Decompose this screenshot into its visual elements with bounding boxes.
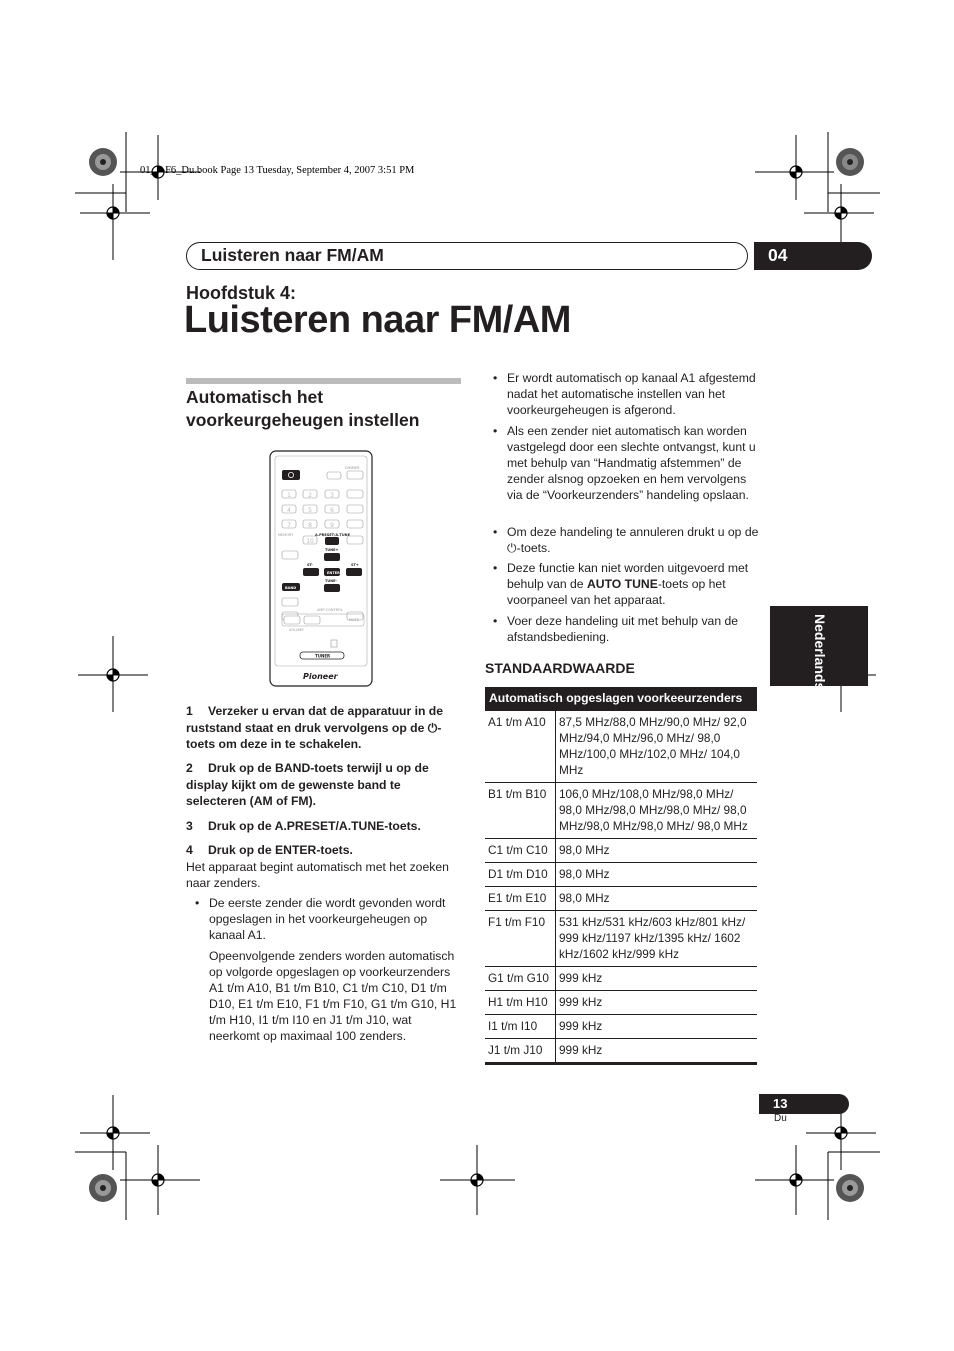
page-language-code: Du <box>774 1113 787 1124</box>
preset-range: E1 t/m E10 <box>485 887 556 911</box>
remote-label-tune-down: TUNE- <box>325 579 338 583</box>
preset-values: 98,0 MHz <box>556 887 758 911</box>
left-bullet: • De eerste zender die wordt gevonden wordt opgeslagen in het voorkeurgeheugen op kanaal A1. <box>195 896 446 942</box>
preset-range: I1 t/m I10 <box>485 1015 556 1039</box>
standard-heading: STANDAARDWAARDE <box>485 660 635 676</box>
remote-brand-logo: Pioneer <box>303 672 338 681</box>
remote-label-apreset: A.PRESET/A.TUNE <box>315 533 350 537</box>
preset-values: 999 kHz <box>556 967 758 991</box>
svg-text:8: 8 <box>308 522 312 529</box>
preset-values: 531 kHz/531 kHz/603 kHz/801 kHz/ 999 kHz/1197 kHz/1395 kHz/ 1602 kHz/1602 kHz/999 kHz <box>556 911 758 967</box>
svg-text:9: 9 <box>330 522 334 529</box>
step-text: Druk op de ENTER-toets. <box>208 843 353 857</box>
svg-text:4: 4 <box>287 507 291 514</box>
remote-label-tune-up: TUNE+ <box>325 548 339 552</box>
svg-text:3: 3 <box>330 492 334 499</box>
chapter-kicker: Hoofdstuk 4: <box>186 283 296 303</box>
bullet-text-post: -toets op het voorpaneel van het apparaat. <box>507 577 726 607</box>
right-bullet-4: • Deze functie kan niet worden uitgevoerd met behulp van de AUTO TUNE-toets op het voorpaneel van het apparaat. <box>493 561 749 607</box>
table-row <box>485 839 757 863</box>
step-number: 2 <box>186 761 193 775</box>
bullet-text: Er wordt automatisch op kanaal A1 afgestemd nadat het automatische instellen van het voorkeurgeheugen is afgerond. <box>507 371 756 417</box>
right-bullet-2: • Als een zender niet automatisch kan worden vastgelegd door een slechte ontvangst, kunt u met behulp van “Handmatig afstemmen” de zender alsnog opzoeken en hem vervolgens via de “Voorkeurzenders” handeling opslaan. <box>493 424 756 502</box>
remote-label-st-minus: ST- <box>307 563 313 567</box>
remote-control-illustration <box>265 450 377 690</box>
preset-range: B1 t/m B10 <box>485 783 556 839</box>
svg-text:10: 10 <box>306 538 314 545</box>
right-bullet-3: • Om deze handeling te annuleren drukt u op de ⏻-toets. <box>493 525 759 555</box>
table-row <box>485 863 757 887</box>
remote-label-st-plus: ST+ <box>351 563 359 567</box>
chapter-title-bar <box>186 242 748 270</box>
table-row <box>485 711 757 783</box>
svg-text:1: 1 <box>287 492 291 499</box>
default-presets-table <box>485 687 757 1065</box>
right-bullet-5: • Voer deze handeling uit met behulp van de afstandsbediening. <box>493 614 739 644</box>
preset-range: F1 t/m F10 <box>485 911 556 967</box>
preset-range: J1 t/m J10 <box>485 1039 556 1064</box>
chapter-number-badge <box>754 242 872 270</box>
preset-range: G1 t/m G10 <box>485 967 556 991</box>
table-row <box>485 783 757 839</box>
page-title: Luisteren naar FM/AM <box>184 299 571 341</box>
svg-text:6: 6 <box>330 507 334 514</box>
step-number: 3 <box>186 819 193 833</box>
remote-label-memory: MEMORY <box>278 533 294 537</box>
auto-tune-label: AUTO TUNE <box>586 577 658 591</box>
step-text: Druk op de A.PRESET/A.TUNE-toets. <box>208 819 421 833</box>
table-header: Automatisch opgeslagen voorkeeurzenders <box>485 687 757 711</box>
bullet-text: Om deze handeling te annuleren drukt u op de ⏻-toets. <box>507 525 759 555</box>
page-number: 13 <box>773 1096 788 1111</box>
page-number-badge <box>759 1094 849 1114</box>
table-row <box>485 911 757 967</box>
chapter-title: Luisteren naar FM/AM <box>201 245 384 265</box>
step-text: Verzeker u ervan dat de apparatuur in de ruststand staat en druk vervolgens op de ⏻-toets om deze in te schakelen. <box>186 704 444 751</box>
section-rule <box>186 378 461 384</box>
preset-values: 106,0 MHz/108,0 MHz/98,0 MHz/ 98,0 MHz/98,0 MHz/98,0 MHz/ 98,0 MHz/98,0 MHz/98,0 MHz/ 98,0 MHz <box>556 783 758 839</box>
table-row <box>485 887 757 911</box>
table-row <box>485 1015 757 1039</box>
chapter-number: 04 <box>768 245 788 265</box>
preset-values: 98,0 MHz <box>556 839 758 863</box>
bullet-text: De eerste zender die wordt gevonden wordt opgeslagen in het voorkeurgeheugen op kanaal A1. <box>209 896 446 942</box>
bullet-text-pre: Deze functie kan niet worden uitgevoerd met behulp van de <box>507 561 749 591</box>
remote-label-band: BAND <box>285 586 297 590</box>
svg-text:5: 5 <box>308 507 312 514</box>
svg-text:7: 7 <box>287 522 291 529</box>
step-3 <box>186 818 462 835</box>
preset-values: 999 kHz <box>556 1015 758 1039</box>
language-label: Nederlands <box>812 614 828 691</box>
step-text: Druk op de BAND-toets terwijl u op de display kijkt om de gewenste band te selecteren (AM of FM). <box>186 761 429 808</box>
bullet-text: Voer deze handeling uit met behulp van de afstandsbediening. <box>507 614 739 644</box>
table-row <box>485 967 757 991</box>
remote-label-tuner: TUNER <box>315 653 331 659</box>
step-4-description: Het apparaat begint automatisch met het zoeken naar zenders. <box>186 860 449 890</box>
preset-range: C1 t/m C10 <box>485 839 556 863</box>
preset-values: 87,5 MHz/88,0 MHz/90,0 MHz/ 92,0 MHz/94,0 MHz/96,0 MHz/ 98,0 MHz/100,0 MHz/102,0 MHz/ 104,0 MHz <box>556 711 758 783</box>
bullet-text: Als een zender niet automatisch kan worden vastgelegd door een slechte ontvangst, kunt u met behulp van “Handmatig afstemmen” de zender alsnog opzoeken en hem vervolgens via de “Voorkeurzenders” handeling opslaan. <box>507 424 756 502</box>
table-row <box>485 1039 757 1064</box>
svg-text:2: 2 <box>308 492 312 499</box>
preset-range: A1 t/m A10 <box>485 711 556 783</box>
remote-label-dimmer: DIMMER <box>345 466 360 470</box>
preset-values: 98,0 MHz <box>556 863 758 887</box>
step-2 <box>186 760 462 810</box>
preset-values: 999 kHz <box>556 991 758 1015</box>
section-title: Automatisch het voorkeurgeheugen instellen <box>186 387 420 430</box>
remote-label-enter: ENTER <box>327 571 340 575</box>
step-1 <box>186 703 462 753</box>
remote-label-amp-control: AMP CONTROL <box>317 608 343 612</box>
table-row <box>485 991 757 1015</box>
preset-range: D1 t/m D10 <box>485 863 556 887</box>
language-side-tab <box>770 606 868 691</box>
preset-range: H1 t/m H10 <box>485 991 556 1015</box>
preset-values: 999 kHz <box>556 1039 758 1064</box>
left-paragraph: Opeenvolgende zenders worden automatisch op volgorde opgeslagen op voorkeurzenders A1 t/m A10, B1 t/m B10, C1 t/m C10, D1 t/m D10, E1 t/m E10, F1 t/m F10, G1 t/m G10, H1 t/m H10, I1 t/m I10 en J1 t/m J10, wat neerkomt op maximaal 100 zenders. <box>209 949 457 1043</box>
step-number: 4 <box>186 843 193 857</box>
remote-label-volume: VOLUME <box>289 628 304 632</box>
step-number: 1 <box>186 704 193 718</box>
remote-label-mute: MUTE <box>349 618 359 622</box>
right-bullet-1: • Er wordt automatisch op kanaal A1 afgestemd nadat het automatische instellen van het voorkeurgeheugen is afgerond. <box>493 371 756 417</box>
print-header: 01_F-F6_Du.book Page 13 Tuesday, September 4, 2007 3:51 PM <box>140 165 415 176</box>
step-4 <box>186 842 462 859</box>
